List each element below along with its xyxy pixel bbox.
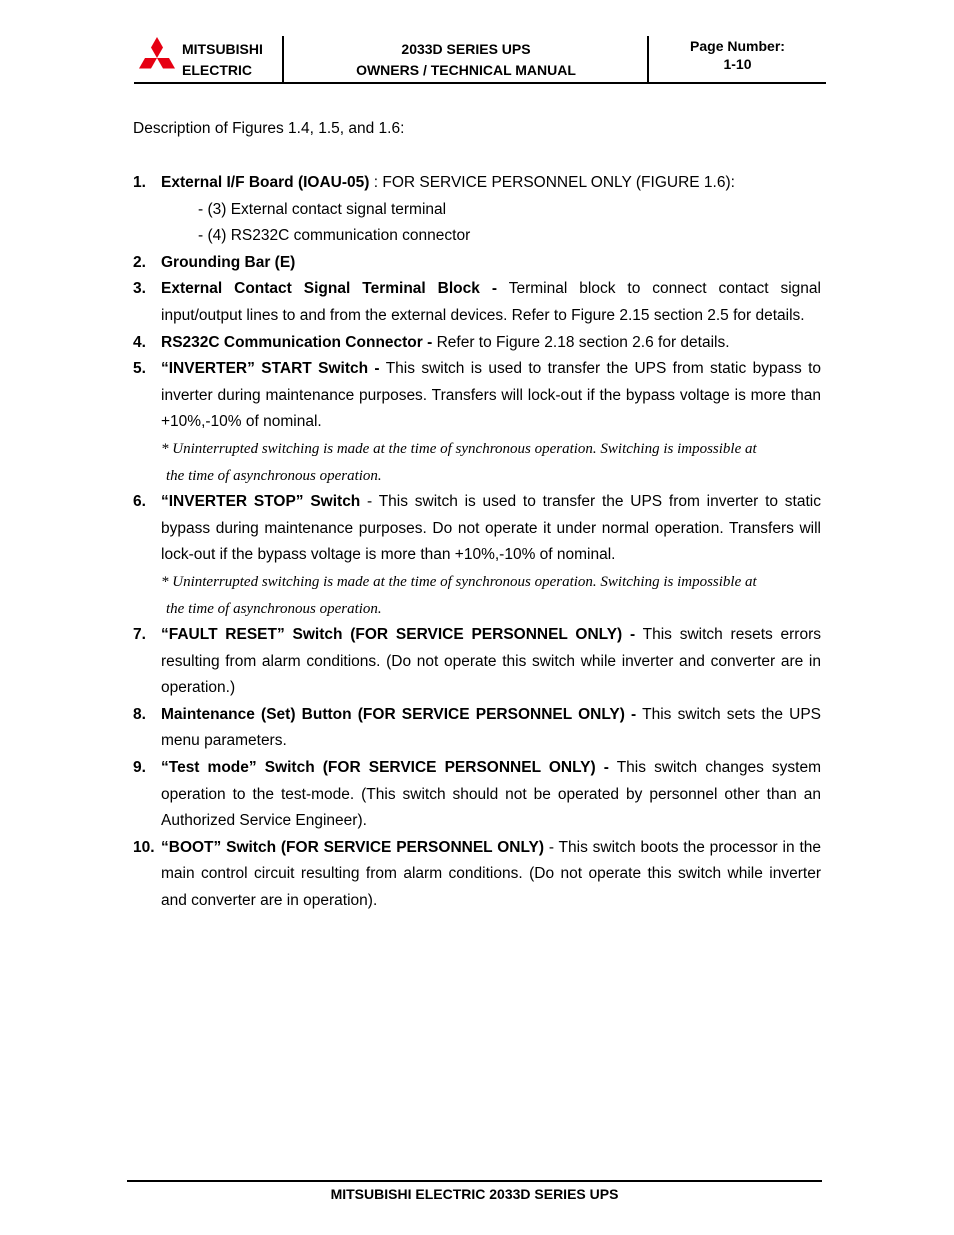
item-text: - This switch boots the processor in the main control circuit resulting from alarm conditions. (Do not operate this switch while inverter and converter are in operation). [161, 838, 821, 910]
list-item [133, 835, 821, 915]
item-number: 5. [133, 360, 146, 378]
item-number: 8. [133, 705, 146, 723]
list-item [133, 250, 821, 277]
list-item [133, 356, 821, 489]
item-number: 7. [133, 626, 146, 644]
item-text: Refer to Figure 2.18 section 2.6 for details. [432, 333, 730, 351]
brand-line-2: ELECTRIC [182, 62, 252, 78]
item-heading: “INVERTER” START Switch - [161, 360, 380, 378]
mitsubishi-logo-icon [134, 36, 180, 78]
item-number: 10. [133, 838, 155, 856]
title-line-2: OWNERS / TECHNICAL MANUAL [356, 62, 576, 78]
item-number: 3. [133, 280, 146, 298]
item-note [161, 569, 821, 622]
item-number: 1. [133, 174, 146, 191]
page-header [134, 34, 826, 84]
item-number: 4. [133, 333, 146, 351]
item-text: This switch changes system operation to the test-mode. (This switch should not be operated by personnel other than an Authorized Service Engineer). [161, 759, 822, 830]
item-heading: External Contact Signal Terminal Block - [161, 280, 498, 298]
item-number: 2. [133, 253, 146, 271]
item-number: 9. [133, 759, 146, 777]
list-item [133, 330, 821, 357]
intro-text: Description of Figures 1.4, 1.5, and 1.6: [133, 120, 405, 137]
note-line-2: the time of asynchronous operation. [166, 600, 382, 617]
sub-item: - (3) External contact signal terminal [198, 200, 447, 218]
list-item [133, 622, 821, 702]
brand-name [182, 39, 263, 81]
item-text: - This switch is used to transfer the UPS from inverter to static bypass during maintenance purposes. Do not operate it under normal operation. Transfers will lock-out if the bypass voltage is more than +10%,-10% of nominal. [161, 493, 821, 564]
item-heading: “Test mode” Switch (FOR SERVICE PERSONNEL ONLY) - [161, 759, 609, 777]
item-text: This switch sets the UPS menu parameters. [161, 705, 821, 750]
list-item [133, 489, 821, 622]
list-item [133, 276, 821, 329]
document-title [284, 39, 648, 81]
note-line-1: * Uninterrupted switching is made at the time of synchronous operation. Switching is impossible at [161, 573, 757, 590]
item-text: This switch is used to transfer the UPS from static bypass to inverter during maintenance purposes. Transfers will lock-out if the bypass voltage is more than +10%,-10% of nominal. [161, 360, 822, 431]
item-text: Terminal block to connect contact signal input/output lines to and from the external devices. Refer to Figure 2.15 section 2.5 for details. [161, 280, 821, 324]
note-line-2: the time of asynchronous operation. [166, 467, 382, 484]
item-heading: “INVERTER STOP” Switch [161, 493, 361, 511]
sub-item: - (4) RS232C communication connector [198, 227, 471, 245]
page-number: 1-10 [723, 56, 752, 72]
list-item [133, 170, 821, 250]
item-heading: Maintenance (Set) Button (FOR SERVICE PERSONNEL ONLY) - [161, 705, 637, 723]
list-item [133, 702, 821, 755]
item-heading: Grounding Bar (E) [161, 253, 296, 271]
item-heading: “BOOT” Switch (FOR SERVICE PERSONNEL ONLY) [161, 838, 544, 856]
page-footer: MITSUBISHI ELECTRIC 2033D SERIES UPS [330, 1186, 619, 1202]
note-line-1: * Uninterrupted switching is made at the time of synchronous operation. Switching is impossible at [161, 440, 757, 457]
item-text: This switch resets errors resulting from alarm conditions. (Do not operate this switch while inverter and converter are in operation.) [161, 626, 821, 697]
title-line-1: 2033D SERIES UPS [401, 41, 531, 57]
item-heading: External I/F Board (IOAU-05) [161, 174, 370, 191]
description-list [133, 170, 821, 915]
item-text: : FOR SERVICE PERSONNEL ONLY (FIGURE 1.6): [369, 174, 735, 191]
brand-line-1: MITSUBISHI [182, 41, 263, 57]
item-heading: “FAULT RESET” Switch (FOR SERVICE PERSONNEL ONLY) - [161, 626, 636, 644]
footer-rule [127, 1180, 822, 1182]
page-number-box [649, 37, 826, 73]
list-item [133, 755, 821, 835]
item-heading: RS232C Communication Connector - [161, 333, 433, 351]
page-number-label: Page Number: [690, 38, 785, 54]
item-number: 6. [133, 493, 146, 511]
item-note [161, 436, 821, 489]
